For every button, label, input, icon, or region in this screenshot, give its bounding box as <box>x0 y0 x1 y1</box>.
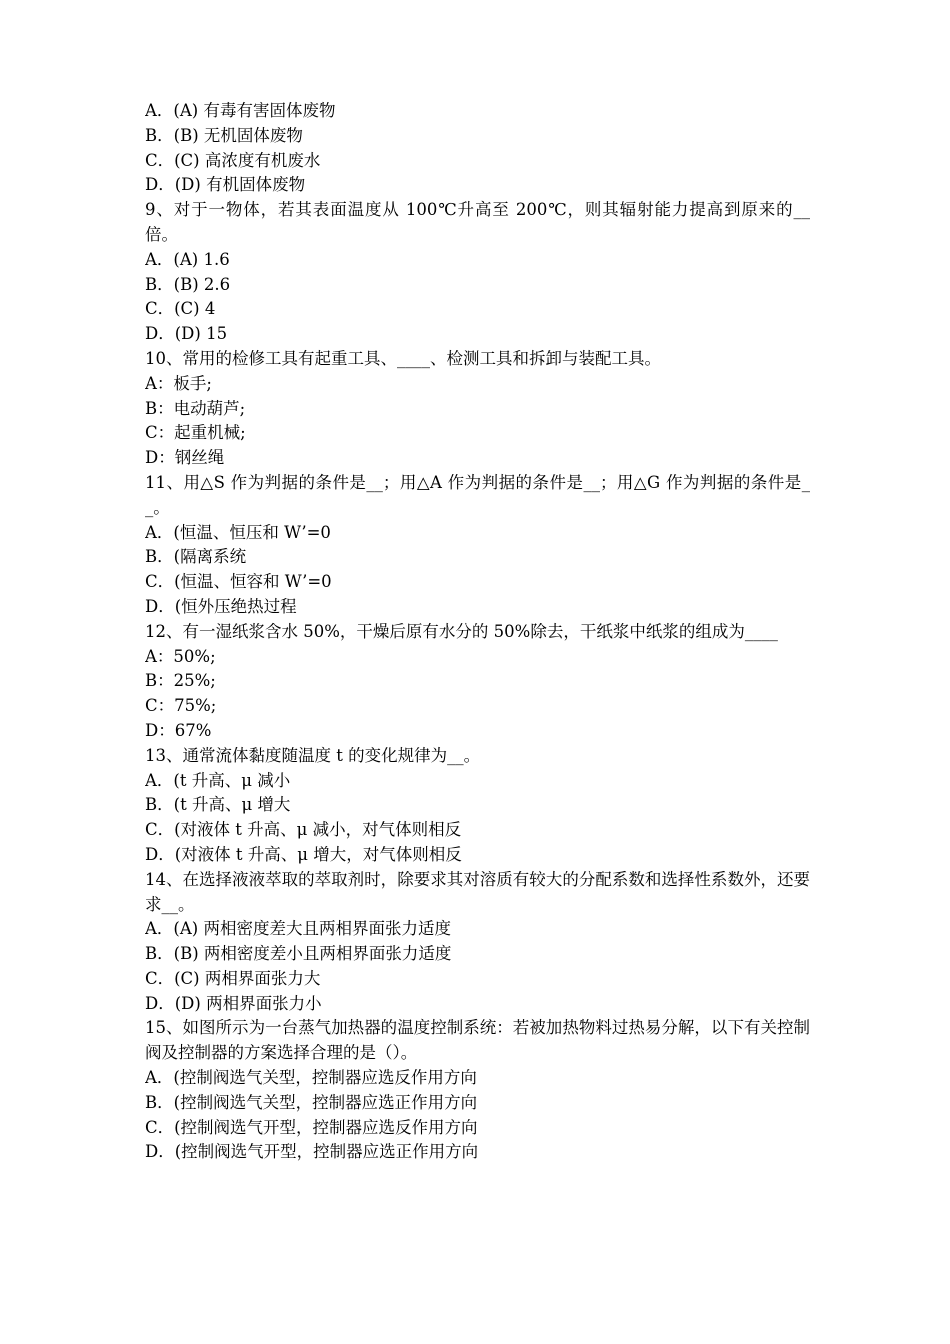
q15-option-d: D．(控制阀选气开型，控制器应选正作用方向 <box>145 1142 479 1162</box>
q8-option-d: D．(D) 有机固体废物 <box>145 175 306 195</box>
q15-option-c: C．(控制阀选气开型，控制器应选反作用方向 <box>145 1117 478 1137</box>
q11-stem: 11、用△S 作为判据的条件是__；用△A 作为判据的条件是__；用△G 作为判据的条件是__。 <box>145 472 810 517</box>
q10-stem: 10、常用的检修工具有起重工具、____、检测工具和拆卸与装配工具。 <box>145 348 661 368</box>
exam-page <box>145 99 810 1165</box>
q12-option-b: B：25%; <box>145 671 216 691</box>
q11-option-d: D．(恒外压绝热过程 <box>145 596 297 616</box>
q15-option-b: B．(控制阀选气关型，控制器应选正作用方向 <box>145 1092 478 1112</box>
q12-option-d: D：67% <box>145 720 212 740</box>
q9-option-a: A．(A) 1.6 <box>145 249 230 269</box>
q9-option-b: B．(B) 2.6 <box>145 274 231 294</box>
q8-option-a: A．(A) 有毒有害固体废物 <box>145 101 336 120</box>
q15-stem: 15、如图所示为一台蒸气加热器的温度控制系统：若被加热物料过热易分解，以下有关控制阀及控制器的方案选择合理的是（）。 <box>145 1018 810 1063</box>
q13-option-b: B．(t 升高、μ 增大 <box>145 795 291 815</box>
q13-option-d: D．(对液体 t 升高、μ 增大，对气体则相反 <box>145 844 462 864</box>
q11-option-b: B．(隔离系统 <box>145 547 247 567</box>
q9-stem: 9、对于一物体，若其表面温度从 100℃升高至 200℃，则其辐射能力提高到原来的__倍。 <box>145 200 810 244</box>
q10-option-b: B：电动葫芦; <box>145 398 246 418</box>
q8-option-b: B．(B) 无机固体废物 <box>145 125 303 145</box>
q9-option-d: D．(D) 15 <box>145 324 228 344</box>
q10-option-a: A：板手; <box>145 373 212 393</box>
q12-stem: 12、有一湿纸浆含水 50%，干燥后原有水分的 50%除去，干纸浆中纸浆的组成为____ <box>145 621 778 641</box>
q14-option-d: D．(D) 两相界面张力小 <box>145 993 322 1013</box>
q10-option-c: C：起重机械; <box>145 423 246 443</box>
q13-option-a: A．(t 升高、μ 减小 <box>145 770 291 790</box>
q15-option-a: A．(控制阀选气关型，控制器应选反作用方向 <box>145 1068 477 1088</box>
q11-option-c: C．(恒温、恒容和 W’=0 <box>145 572 332 592</box>
q8-option-c: C．(C) 高浓度有机废水 <box>145 150 321 170</box>
q9-option-c: C．(C) 4 <box>145 299 216 319</box>
q14-option-b: B．(B) 两相密度差小且两相界面张力适度 <box>145 944 452 964</box>
q11-option-a: A．(恒温、恒压和 W’=0 <box>145 522 331 542</box>
q14-option-a: A．(A) 两相密度差大且两相界面张力适度 <box>145 919 451 939</box>
q13-option-c: C．(对液体 t 升高、μ 减小，对气体则相反 <box>145 820 462 840</box>
q12-option-c: C：75%; <box>145 696 217 716</box>
q14-stem: 14、在选择液液萃取的萃取剂时，除要求其对溶质有较大的分配系数和选择性系数外，还要求__。 <box>145 869 810 914</box>
q10-option-d: D：钢丝绳 <box>145 448 225 468</box>
q12-option-a: A：50%; <box>145 646 216 666</box>
q13-stem: 13、通常流体黏度随温度 t 的变化规律为__。 <box>145 745 481 765</box>
q14-option-c: C．(C) 两相界面张力大 <box>145 968 321 988</box>
